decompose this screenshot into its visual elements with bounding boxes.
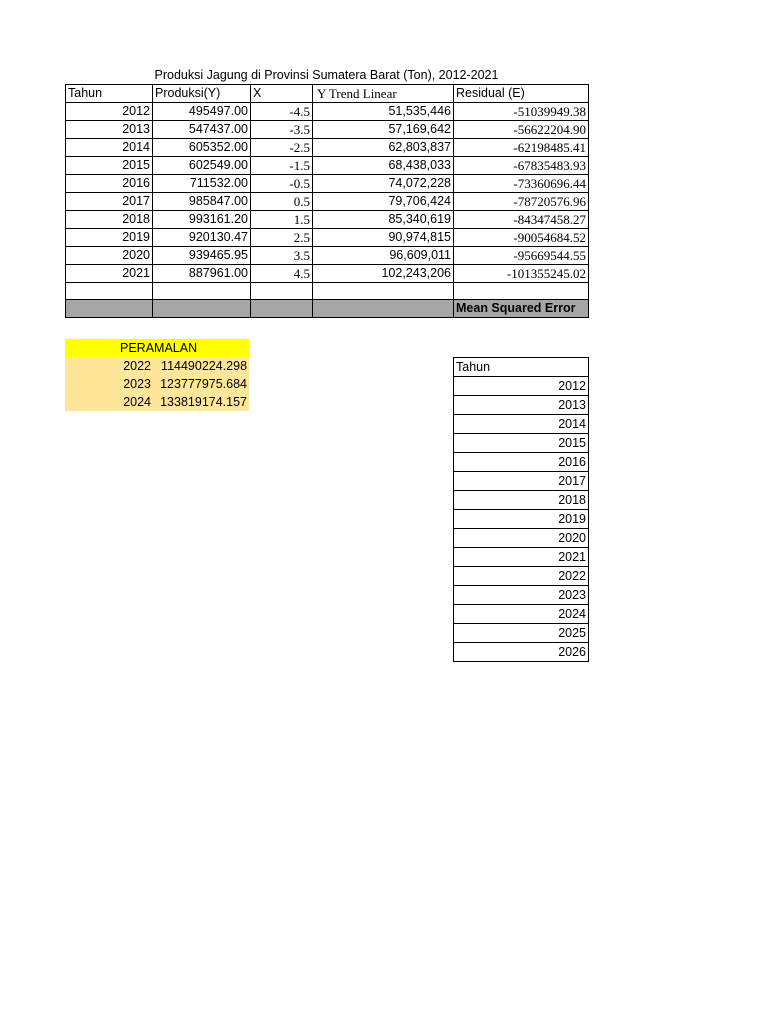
year-row bbox=[454, 643, 589, 662]
cell-x[interactable]: 4.5 bbox=[251, 265, 313, 283]
year-row bbox=[454, 472, 589, 491]
forecast-row bbox=[65, 375, 249, 393]
year-row bbox=[454, 434, 589, 453]
cell-residual[interactable]: -90054684.52 bbox=[454, 229, 589, 247]
production-table bbox=[65, 84, 589, 318]
year-cell[interactable]: 2019 bbox=[454, 510, 589, 529]
cell-trend[interactable]: 79,706,424 bbox=[313, 193, 454, 211]
cell-trend[interactable]: 90,974,815 bbox=[313, 229, 454, 247]
header-trend[interactable]: Y Trend Linear bbox=[313, 85, 454, 103]
empty-cell[interactable] bbox=[313, 283, 454, 300]
year-row bbox=[454, 510, 589, 529]
forecast-table bbox=[65, 339, 249, 411]
empty-cell[interactable] bbox=[454, 283, 589, 300]
empty-cell[interactable] bbox=[153, 283, 251, 300]
forecast-value[interactable]: 114490224.298 bbox=[153, 357, 249, 375]
cell-tahun[interactable]: 2013 bbox=[66, 121, 153, 139]
cell-residual[interactable]: -67835483.93 bbox=[454, 157, 589, 175]
cell-trend[interactable]: 68,438,033 bbox=[313, 157, 454, 175]
cell-tahun[interactable]: 2014 bbox=[66, 139, 153, 157]
cell-residual[interactable]: -51039949.38 bbox=[454, 103, 589, 121]
year-cell[interactable]: 2017 bbox=[454, 472, 589, 491]
year-cell[interactable]: 2023 bbox=[454, 586, 589, 605]
cell-x[interactable]: 3.5 bbox=[251, 247, 313, 265]
table-row bbox=[66, 193, 589, 211]
forecast-value[interactable]: 133819174.157 bbox=[153, 393, 249, 411]
year-row bbox=[454, 548, 589, 567]
cell-x[interactable]: -1.5 bbox=[251, 157, 313, 175]
header-tahun[interactable]: Tahun bbox=[66, 85, 153, 103]
year-cell[interactable]: 2021 bbox=[454, 548, 589, 567]
year-cell[interactable]: 2018 bbox=[454, 491, 589, 510]
cell-residual[interactable]: -101355245.02 bbox=[454, 265, 589, 283]
cell-produksi[interactable]: 985847.00 bbox=[153, 193, 251, 211]
year-table bbox=[453, 357, 589, 662]
cell-produksi[interactable]: 920130.47 bbox=[153, 229, 251, 247]
header-produksi[interactable]: Produksi(Y) bbox=[153, 85, 251, 103]
cell-tahun[interactable]: 2019 bbox=[66, 229, 153, 247]
cell-x[interactable]: -0.5 bbox=[251, 175, 313, 193]
cell-produksi[interactable]: 547437.00 bbox=[153, 121, 251, 139]
year-row bbox=[454, 529, 589, 548]
cell-residual[interactable]: -78720576.96 bbox=[454, 193, 589, 211]
cell-residual[interactable]: -62198485.41 bbox=[454, 139, 589, 157]
forecast-label-cell[interactable] bbox=[65, 339, 249, 357]
empty-cell[interactable] bbox=[66, 283, 153, 300]
year-cell[interactable]: 2014 bbox=[454, 415, 589, 434]
mse-row bbox=[66, 300, 589, 318]
year-row bbox=[454, 605, 589, 624]
cell-trend[interactable]: 85,340,619 bbox=[313, 211, 454, 229]
table-row bbox=[66, 265, 589, 283]
cell-tahun[interactable]: 2018 bbox=[66, 211, 153, 229]
header-x[interactable]: X bbox=[251, 85, 313, 103]
table-row bbox=[66, 157, 589, 175]
grey-cell[interactable] bbox=[251, 300, 313, 318]
year-row bbox=[454, 415, 589, 434]
cell-tahun[interactable]: 2015 bbox=[66, 157, 153, 175]
forecast-value[interactable]: 123777975.684 bbox=[153, 375, 249, 393]
cell-produksi[interactable]: 605352.00 bbox=[153, 139, 251, 157]
cell-tahun[interactable]: 2021 bbox=[66, 265, 153, 283]
table-row bbox=[66, 139, 589, 157]
cell-x[interactable]: 2.5 bbox=[251, 229, 313, 247]
cell-produksi[interactable]: 939465.95 bbox=[153, 247, 251, 265]
cell-tahun[interactable]: 2016 bbox=[66, 175, 153, 193]
header-row bbox=[66, 85, 589, 103]
cell-trend[interactable]: 51,535,446 bbox=[313, 103, 454, 121]
year-row bbox=[454, 567, 589, 586]
cell-residual[interactable]: -84347458.27 bbox=[454, 211, 589, 229]
grey-cell[interactable] bbox=[313, 300, 454, 318]
cell-produksi[interactable]: 495497.00 bbox=[153, 103, 251, 121]
mse-label[interactable]: Mean Squared Error bbox=[454, 300, 589, 318]
cell-tahun[interactable]: 2020 bbox=[66, 247, 153, 265]
table-row bbox=[66, 229, 589, 247]
cell-tahun[interactable]: 2012 bbox=[66, 103, 153, 121]
cell-produksi[interactable]: 993161.20 bbox=[153, 211, 251, 229]
table-row bbox=[66, 211, 589, 229]
table-row bbox=[66, 247, 589, 265]
cell-trend[interactable]: 96,609,011 bbox=[313, 247, 454, 265]
year-cell[interactable]: 2020 bbox=[454, 529, 589, 548]
year-row bbox=[454, 453, 589, 472]
grey-cell[interactable] bbox=[153, 300, 251, 318]
year-cell[interactable]: 2026 bbox=[454, 643, 589, 662]
year-table-header[interactable]: Tahun bbox=[454, 358, 589, 377]
year-row bbox=[454, 396, 589, 415]
forecast-year[interactable]: 2024 bbox=[65, 393, 153, 411]
grey-cell[interactable] bbox=[66, 300, 153, 318]
year-cell[interactable]: 2012 bbox=[454, 377, 589, 396]
year-row bbox=[454, 491, 589, 510]
forecast-row bbox=[65, 393, 249, 411]
header-residual[interactable]: Residual (E) bbox=[454, 85, 589, 103]
cell-residual[interactable]: -56622204.90 bbox=[454, 121, 589, 139]
table-row bbox=[66, 121, 589, 139]
cell-x[interactable]: -3.5 bbox=[251, 121, 313, 139]
cell-trend[interactable]: 74,072,228 bbox=[313, 175, 454, 193]
year-cell[interactable]: 2015 bbox=[454, 434, 589, 453]
empty-cell[interactable] bbox=[251, 283, 313, 300]
year-cell[interactable]: 2016 bbox=[454, 453, 589, 472]
cell-trend[interactable]: 62,803,837 bbox=[313, 139, 454, 157]
cell-residual[interactable]: -73360696.44 bbox=[454, 175, 589, 193]
forecast-label: PERAMALAN bbox=[120, 341, 198, 355]
cell-trend[interactable]: 102,243,206 bbox=[313, 265, 454, 283]
cell-x[interactable]: 0.5 bbox=[251, 193, 313, 211]
cell-x[interactable]: 1.5 bbox=[251, 211, 313, 229]
sheet-title: Produksi Jagung di Provinsi Sumatera Barat (Ton), 2012-2021 bbox=[154, 68, 499, 82]
cell-produksi[interactable]: 602549.00 bbox=[153, 157, 251, 175]
year-cell[interactable]: 2024 bbox=[454, 605, 589, 624]
table-row bbox=[66, 175, 589, 193]
forecast-year[interactable]: 2022 bbox=[65, 357, 153, 375]
table-row bbox=[66, 103, 589, 121]
cell-produksi[interactable]: 887961.00 bbox=[153, 265, 251, 283]
year-row bbox=[454, 586, 589, 605]
forecast-row bbox=[65, 357, 249, 375]
year-row bbox=[454, 377, 589, 396]
cell-tahun[interactable]: 2017 bbox=[66, 193, 153, 211]
year-cell[interactable]: 2013 bbox=[454, 396, 589, 415]
cell-x[interactable]: -2.5 bbox=[251, 139, 313, 157]
year-cell[interactable]: 2025 bbox=[454, 624, 589, 643]
empty-row bbox=[66, 283, 589, 300]
year-row bbox=[454, 624, 589, 643]
cell-x[interactable]: -4.5 bbox=[251, 103, 313, 121]
forecast-year[interactable]: 2023 bbox=[65, 375, 153, 393]
year-cell[interactable]: 2022 bbox=[454, 567, 589, 586]
cell-trend[interactable]: 57,169,642 bbox=[313, 121, 454, 139]
cell-produksi[interactable]: 711532.00 bbox=[153, 175, 251, 193]
cell-residual[interactable]: -95669544.55 bbox=[454, 247, 589, 265]
